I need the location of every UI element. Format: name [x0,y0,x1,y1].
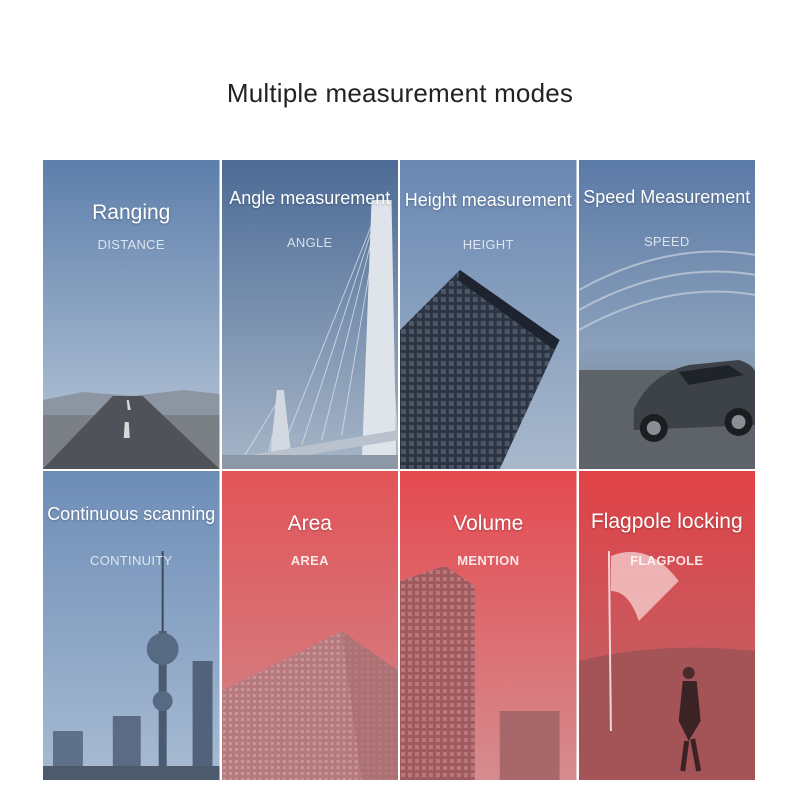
mode-title: Angle measurement [229,188,391,208]
mode-title: Volume [453,512,524,535]
mode-tile-ranging [43,160,220,469]
page-title: Multiple measurement modes [226,78,574,108]
mode-subtitle: HEIGHT [462,237,514,252]
mode-grid [43,160,755,780]
mode-subtitle: FLAGPOLE [630,553,704,568]
mode-subtitle: AREA [290,553,329,568]
mode-title: Continuous scanning [47,504,216,524]
mode-tile-speed [579,160,756,469]
mode-subtitle: MENTION [457,553,520,568]
mode-subtitle: SPEED [643,234,690,249]
mode-tile-volume [400,471,577,780]
mode-title: Speed Measurement [583,187,751,207]
mode-tile-angle [222,160,399,469]
mode-tile-continuous-scanning [43,471,220,780]
mode-title: Ranging [92,201,171,224]
mode-title: Area [287,512,332,535]
mode-subtitle: DISTANCE [97,237,165,252]
mode-subtitle: ANGLE [286,235,333,250]
mode-title: Flagpole locking [590,510,743,533]
mode-tile-area [222,471,399,780]
mode-subtitle: CONTINUITY [90,553,173,568]
mode-tile-height [400,160,577,469]
mode-title: Height measurement [404,190,572,210]
mode-tile-flagpole [579,471,756,780]
